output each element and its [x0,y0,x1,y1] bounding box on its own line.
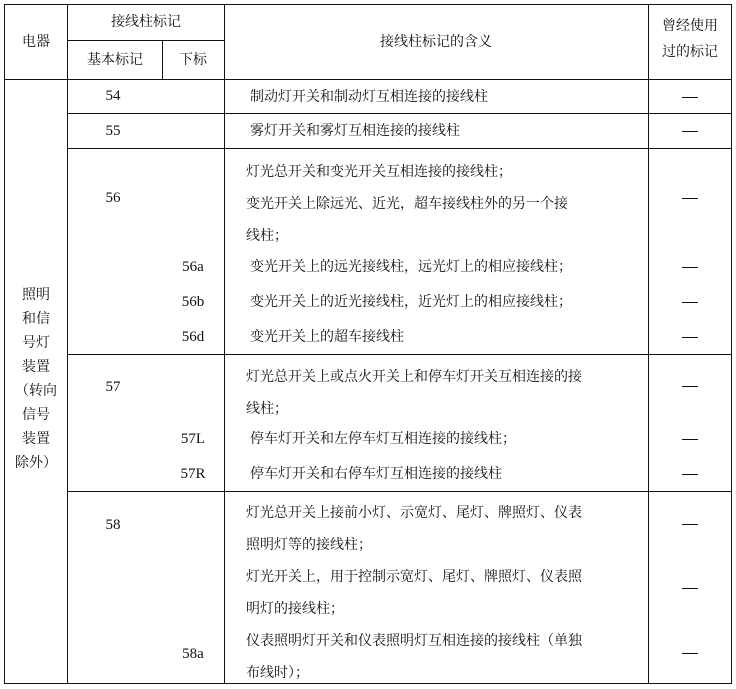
row-55-bottom-line [67,148,732,149]
device-category-line: 装置 [22,431,50,447]
basic-mark-56: 56 [105,190,121,206]
sub-mark-57L: 57L [180,431,206,447]
basic-sub-divider-header [162,40,163,80]
former-mark-dash [682,653,698,654]
meaning-56: 灯光总开关和变光开关互相连接的接线柱； 变光开关上除远光、近光，超车接线柱外的另一个接 线柱； [246,164,568,244]
basic-mark-54: 54 [105,88,121,104]
header-basic-mark: 基本标记 [87,52,143,68]
sub-mark-57R: 57R [180,466,206,482]
former-mark-dash [682,302,698,303]
group-57-bottom-line [67,491,732,492]
sub-mark-56b: 56b [181,294,205,310]
header-former-mark-line2: 过的标记 [662,44,718,60]
former-mark-dash [682,524,698,525]
meaning-58a: 仪表照明灯开关和仪表照明灯互相连接的接线柱（单独 布线时）； [246,633,582,681]
former-mark-dash [682,97,698,98]
header-device: 电器 [22,34,50,50]
former-mark-dash [682,474,698,475]
device-category-line: 信号 [22,407,50,423]
meaning-56b: 变光开关上的近光接线柱，近光灯上的相应接线柱； [250,294,572,310]
row-54-bottom-line [67,113,732,114]
header-subrow-line [67,40,224,41]
device-category-line: 除外） [15,455,57,471]
header-bottom-line [4,79,732,80]
meaning-58: 灯光总开关上接前小灯、示宽灯、尾灯、牌照灯、仪表 照明灯等的接线柱； [246,505,582,553]
sub-mark-56a: 56a [182,259,204,275]
basic-mark-58: 58 [105,517,121,533]
device-category-line: 装置 [22,359,50,375]
basic-mark-57: 57 [105,379,121,395]
group-56-bottom-line [67,354,732,355]
header-mark-group: 接线柱标记 [111,14,181,30]
table-right-border [731,4,732,684]
basic-mark-55: 55 [105,123,121,139]
header-subscript: 下标 [179,52,207,68]
device-category-line: （转向 [15,383,57,399]
meaning-54: 制动灯开关和制动灯互相连接的接线柱 [250,89,488,105]
header-meaning: 接线柱标记的含义 [380,34,492,50]
device-category [8,283,64,475]
former-mark-dash [682,337,698,338]
meaning-56d: 变光开关上的超车接线柱 [250,329,404,345]
former-mark-dash [682,267,698,268]
sub-mark-56d: 56d [181,329,205,345]
device-category-line: 照明 [22,287,50,303]
meaning-56a: 变光开关上的远光接线柱，远光灯上的相应接线柱； [250,259,572,275]
meaning-57L: 停车灯开关和左停车灯互相连接的接线柱； [250,431,516,447]
table-top-border [4,4,732,5]
former-mark-dash [682,588,698,589]
meaning-57R: 停车灯开关和右停车灯互相连接的接线柱 [250,466,502,482]
meaning-57: 灯光总开关上或点火开关上和停车灯开关互相连接的接 线柱； [246,369,582,417]
mark-column-divider [224,4,225,684]
device-column-divider [67,4,68,684]
former-mark-dash [682,439,698,440]
former-column-divider [648,4,649,684]
former-mark-dash [682,198,698,199]
header-former-mark-line1: 曾经使用 [662,18,718,34]
table-left-border [4,4,5,684]
former-mark-dash [682,131,698,132]
device-category-line: 和信 [22,311,50,327]
device-category-line: 号灯 [22,335,50,351]
meaning-58-light-switch: 灯光开关上，用于控制示宽灯、尾灯、牌照灯、仪表照 明灯的接线柱； [246,569,582,617]
former-mark-dash [682,386,698,387]
meaning-55: 雾灯开关和雾灯互相连接的接线柱 [250,123,460,139]
sub-mark-58a: 58a [182,646,204,662]
